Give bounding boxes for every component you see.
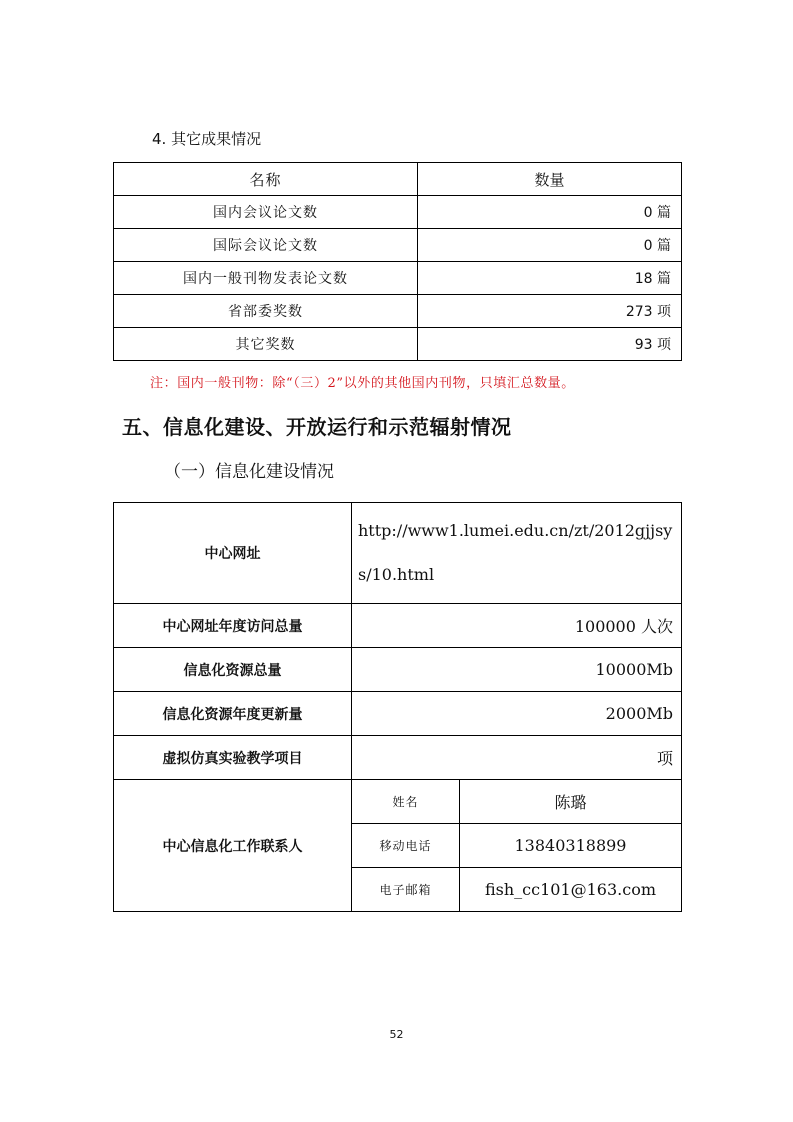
row-name: 国内会议论文数 (114, 196, 418, 229)
website-label: 中心网址 (114, 503, 352, 604)
row-quantity: 0 篇 (418, 196, 682, 229)
table-row (114, 604, 682, 648)
table-row (114, 229, 682, 262)
table-row (114, 196, 682, 229)
row-name: 国内一般刊物发表论文数 (114, 262, 418, 295)
resource-total-value: 10000Mb (352, 648, 682, 692)
website-value (352, 503, 682, 604)
page-number: 52 (389, 1028, 404, 1041)
contact-email-label: 电子邮箱 (352, 868, 460, 912)
other-achievements-table (113, 162, 682, 361)
informatization-table (113, 502, 682, 912)
row-name: 其它奖数 (114, 328, 418, 361)
section-5-title: 五、信息化建设、开放运行和示范辐射情况 (122, 415, 512, 439)
contact-phone-label: 移动电话 (352, 824, 460, 868)
table-row (114, 262, 682, 295)
row-name: 省部委奖数 (114, 295, 418, 328)
website-url[interactable]: http://www1.lumei.edu.cn/zt/2012gjjsys/10.html (358, 521, 673, 584)
resource-update-value: 2000Mb (352, 692, 682, 736)
table-row (114, 328, 682, 361)
table-header-row (114, 163, 682, 196)
table-row (114, 780, 682, 824)
header-quantity: 数量 (418, 163, 682, 196)
table-row (114, 692, 682, 736)
contact-name-value: 陈璐 (460, 780, 682, 824)
virtual-projects-value: 项 (352, 736, 682, 780)
contact-phone-value: 13840318899 (460, 824, 682, 868)
resource-update-label: 信息化资源年度更新量 (114, 692, 352, 736)
header-name: 名称 (114, 163, 418, 196)
subsection-1-title: （一）信息化建设情况 (164, 462, 334, 482)
row-quantity: 93 项 (418, 328, 682, 361)
section-4-title: 4. 其它成果情况 (152, 130, 262, 148)
contact-name-label: 姓名 (352, 780, 460, 824)
virtual-projects-label: 虚拟仿真实验教学项目 (114, 736, 352, 780)
row-name: 国际会议论文数 (114, 229, 418, 262)
table-row (114, 648, 682, 692)
contact-email-value: fish_cc101@163.com (460, 868, 682, 912)
annual-visits-value: 100000 人次 (352, 604, 682, 648)
resource-total-label: 信息化资源总量 (114, 648, 352, 692)
row-quantity: 18 篇 (418, 262, 682, 295)
table-row (114, 295, 682, 328)
table-row (114, 736, 682, 780)
annual-visits-label: 中心网址年度访问总量 (114, 604, 352, 648)
row-quantity: 273 项 (418, 295, 682, 328)
contact-label: 中心信息化工作联系人 (114, 780, 352, 912)
table-row (114, 503, 682, 604)
table-note: 注：国内一般刊物：除“（三）2”以外的其他国内刊物，只填汇总数量。 (150, 376, 575, 391)
row-quantity: 0 篇 (418, 229, 682, 262)
